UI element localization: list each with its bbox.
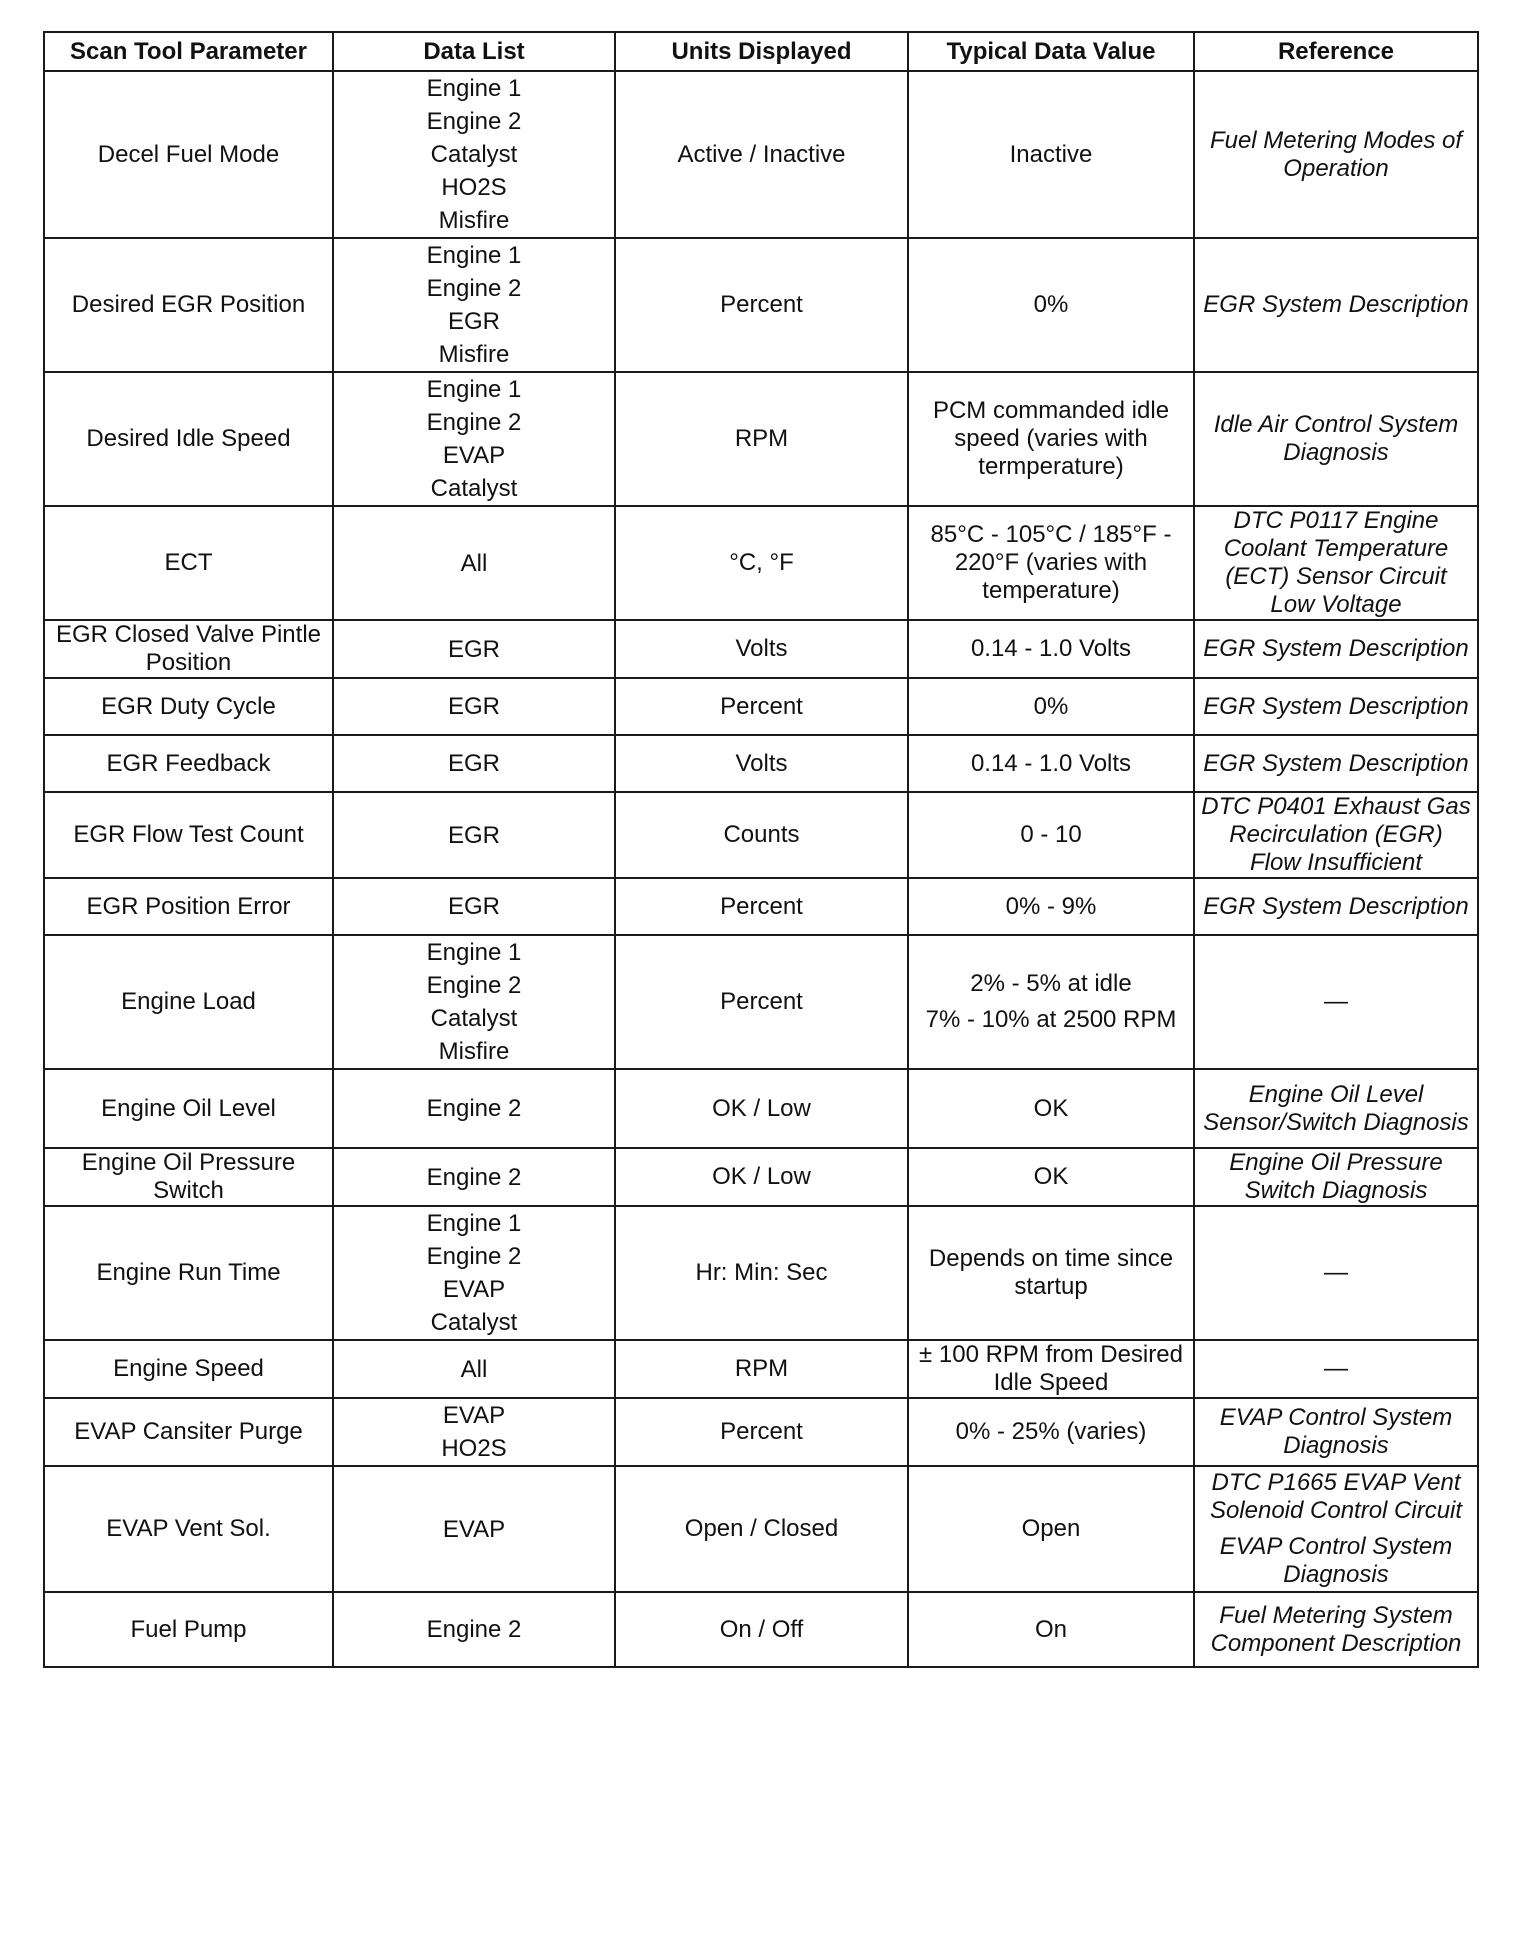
cell-data-list [333, 792, 615, 878]
header-units-displayed: Units Displayed [615, 32, 908, 71]
data-list-item: EVAP [442, 1402, 506, 1429]
table-row [44, 620, 1478, 678]
cell-typical-data-value [908, 238, 1194, 372]
table-row [44, 678, 1478, 735]
table-row [44, 935, 1478, 1069]
table-row [44, 1069, 1478, 1148]
cell-reference [1194, 71, 1478, 238]
cell-units-displayed: Percent [615, 1398, 908, 1466]
cell-data-list [333, 878, 615, 935]
typical-value-text: 0.14 - 1.0 Volts [970, 635, 1132, 662]
data-list-item: Engine 1 [426, 242, 522, 269]
cell-units-displayed: Hr: Min: Sec [615, 1206, 908, 1340]
cell-scan-tool-parameter: Desired EGR Position [44, 238, 333, 372]
cell-scan-tool-parameter: EGR Feedback [44, 735, 333, 792]
reference-text: Engine Oil Level Sensor/Switch Diagnosis [1203, 1080, 1469, 1136]
table-row [44, 1148, 1478, 1206]
data-list-item: All [460, 1355, 488, 1383]
table-row [44, 238, 1478, 372]
cell-reference [1194, 1340, 1478, 1398]
cell-units-displayed: OK / Low [615, 1069, 908, 1148]
reference-text: EGR System Description [1203, 291, 1469, 318]
cell-scan-tool-parameter: EVAP Vent Sol. [44, 1466, 333, 1592]
cell-units-displayed: Percent [615, 878, 908, 935]
cell-data-list [333, 1398, 615, 1466]
cell-data-list [333, 1466, 615, 1592]
table-row [44, 506, 1478, 620]
cell-reference [1194, 735, 1478, 792]
cell-data-list [333, 506, 615, 620]
cell-units-displayed: On / Off [615, 1592, 908, 1667]
data-list-item: Misfire [438, 1038, 510, 1065]
cell-typical-data-value [908, 1069, 1194, 1148]
cell-scan-tool-parameter: Decel Fuel Mode [44, 71, 333, 238]
data-list-item: Engine 2 [426, 1163, 522, 1191]
reference-text: EGR System Description [1203, 635, 1469, 662]
data-list-item: EGR [447, 693, 500, 720]
cell-typical-data-value [908, 1466, 1194, 1592]
typical-value-text: PCM commanded idle speed (varies with termperature) [932, 397, 1170, 480]
data-list-item: EGR [447, 893, 500, 920]
cell-data-list [333, 71, 615, 238]
cell-scan-tool-parameter: Engine Oil Level [44, 1069, 333, 1148]
cell-units-displayed: Percent [615, 678, 908, 735]
cell-reference [1194, 372, 1478, 506]
cell-data-list [333, 620, 615, 678]
reference-text: EGR System Description [1203, 692, 1469, 720]
data-list-item: EVAP [442, 1276, 506, 1303]
typical-value-text: OK [1033, 1094, 1069, 1122]
typical-value-text: OK [1033, 1163, 1069, 1190]
cell-typical-data-value [908, 372, 1194, 506]
reference-text: — [1324, 988, 1348, 1015]
typical-value-text: 0% [1033, 291, 1069, 318]
cell-typical-data-value [908, 1206, 1194, 1340]
reference-text: DTC P0401 Exhaust Gas Recirculation (EGR) Flow Insufficient [1201, 793, 1471, 876]
cell-units-displayed: Volts [615, 620, 908, 678]
cell-scan-tool-parameter: Fuel Pump [44, 1592, 333, 1667]
cell-scan-tool-parameter: Desired Idle Speed [44, 372, 333, 506]
table-row [44, 372, 1478, 506]
reference-text: Idle Air Control System Diagnosis [1213, 411, 1459, 466]
cell-typical-data-value [908, 1340, 1194, 1398]
header-typical-data-value: Typical Data Value [908, 32, 1194, 71]
data-list-item: Engine 2 [426, 1243, 522, 1270]
header-data-list: Data List [333, 32, 615, 71]
data-list-item: Engine 1 [426, 939, 522, 966]
reference-text: — [1324, 1355, 1348, 1382]
cell-scan-tool-parameter: Engine Oil Pressure Switch [44, 1148, 333, 1206]
cell-typical-data-value [908, 1398, 1194, 1466]
data-list-item: Engine 2 [426, 409, 522, 436]
data-list-item: EGR [447, 635, 500, 663]
data-list-item: EVAP [442, 442, 506, 469]
table-header-row [44, 32, 1478, 71]
data-list-item: Engine 2 [426, 275, 522, 302]
table-row [44, 1398, 1478, 1466]
table-row [44, 735, 1478, 792]
cell-reference [1194, 1206, 1478, 1340]
cell-units-displayed: Open / Closed [615, 1466, 908, 1592]
reference-text: Fuel Metering System Component Description [1210, 1601, 1462, 1657]
data-list-item: HO2S [441, 1435, 507, 1462]
cell-scan-tool-parameter: Engine Run Time [44, 1206, 333, 1340]
cell-data-list [333, 678, 615, 735]
header-reference: Reference [1194, 32, 1478, 71]
cell-data-list [333, 238, 615, 372]
cell-typical-data-value [908, 1592, 1194, 1667]
typical-value-text: Inactive [1009, 140, 1093, 168]
typical-value-text: ± 100 RPM from Desired Idle Speed [919, 1341, 1183, 1396]
cell-reference [1194, 878, 1478, 935]
cell-typical-data-value [908, 620, 1194, 678]
table-body [44, 71, 1478, 1667]
cell-data-list [333, 935, 615, 1069]
cell-reference [1194, 1592, 1478, 1667]
reference-text: Engine Oil Pressure Switch Diagnosis [1229, 1149, 1443, 1204]
data-list-item: Engine 2 [426, 1095, 522, 1122]
cell-data-list [333, 1206, 615, 1340]
cell-units-displayed: Percent [615, 238, 908, 372]
cell-scan-tool-parameter: EGR Position Error [44, 878, 333, 935]
cell-data-list [333, 1148, 615, 1206]
cell-data-list [333, 372, 615, 506]
table-row [44, 1340, 1478, 1398]
cell-reference [1194, 238, 1478, 372]
data-list-item: EGR [447, 750, 500, 777]
data-list-item: EVAP [442, 1515, 506, 1543]
cell-typical-data-value [908, 506, 1194, 620]
data-list-item: Engine 1 [426, 75, 522, 102]
table-row [44, 878, 1478, 935]
cell-scan-tool-parameter: EGR Closed Valve Pintle Position [44, 620, 333, 678]
reference-text: EVAP Control System Diagnosis [1219, 1533, 1453, 1588]
data-list-item: HO2S [441, 174, 507, 201]
data-list-item: EGR [447, 821, 500, 849]
typical-value-text: 7% - 10% at 2500 RPM [925, 1006, 1177, 1033]
cell-data-list [333, 735, 615, 792]
typical-value-text: On [1034, 1615, 1067, 1643]
table-row [44, 71, 1478, 238]
table-row [44, 1206, 1478, 1340]
typical-value-text: 85°C - 105°C / 185°F - 220°F (varies with temperature) [930, 521, 1172, 604]
cell-reference [1194, 678, 1478, 735]
cell-units-displayed: Counts [615, 792, 908, 878]
typical-value-text: 0% - 25% (varies) [955, 1418, 1147, 1445]
cell-typical-data-value [908, 935, 1194, 1069]
cell-units-displayed: °C, °F [615, 506, 908, 620]
cell-units-displayed: Percent [615, 935, 908, 1069]
data-list-item: Engine 1 [426, 376, 522, 403]
cell-data-list [333, 1592, 615, 1667]
data-list-item: All [460, 549, 488, 577]
cell-typical-data-value [908, 792, 1194, 878]
reference-text: EVAP Control System Diagnosis [1219, 1404, 1453, 1459]
data-list-item: Engine 2 [426, 972, 522, 999]
cell-units-displayed: Active / Inactive [615, 71, 908, 238]
data-list-item: Catalyst [430, 1309, 518, 1336]
data-list-item: Engine 2 [426, 108, 522, 135]
typical-value-text: Depends on time since startup [928, 1245, 1174, 1300]
cell-scan-tool-parameter: EVAP Cansiter Purge [44, 1398, 333, 1466]
data-list-item: Misfire [438, 341, 510, 368]
cell-reference [1194, 1466, 1478, 1592]
cell-units-displayed: Volts [615, 735, 908, 792]
reference-text: EGR System Description [1203, 892, 1469, 920]
reference-text: DTC P1665 EVAP Vent Solenoid Control Circuit [1209, 1469, 1463, 1524]
cell-typical-data-value [908, 678, 1194, 735]
data-list-item: Catalyst [430, 141, 518, 168]
data-list-item: Misfire [438, 207, 510, 234]
cell-scan-tool-parameter: Engine Speed [44, 1340, 333, 1398]
data-list-item: Engine 2 [426, 1616, 522, 1643]
reference-text: — [1324, 1259, 1348, 1286]
cell-scan-tool-parameter: EGR Flow Test Count [44, 792, 333, 878]
cell-reference [1194, 1148, 1478, 1206]
typical-value-text: 2% - 5% at idle [970, 970, 1132, 997]
typical-value-text: 0% - 9% [1005, 892, 1097, 920]
cell-data-list [333, 1340, 615, 1398]
cell-reference [1194, 935, 1478, 1069]
cell-typical-data-value [908, 71, 1194, 238]
reference-text: DTC P0117 Engine Coolant Temperature (ECT) Sensor Circuit Low Voltage [1223, 507, 1449, 618]
table-row [44, 792, 1478, 878]
cell-typical-data-value [908, 878, 1194, 935]
cell-reference [1194, 506, 1478, 620]
header-scan-tool-parameter: Scan Tool Parameter [44, 32, 333, 71]
typical-value-text: 0 - 10 [1020, 821, 1082, 848]
typical-value-text: 0% [1033, 692, 1069, 720]
typical-value-text: 0.14 - 1.0 Volts [970, 749, 1132, 777]
reference-text: EGR System Description [1203, 749, 1469, 777]
cell-data-list [333, 1069, 615, 1148]
scan-tool-data-table [43, 31, 1479, 1668]
cell-scan-tool-parameter: Engine Load [44, 935, 333, 1069]
cell-reference [1194, 1398, 1478, 1466]
cell-reference [1194, 620, 1478, 678]
cell-scan-tool-parameter: EGR Duty Cycle [44, 678, 333, 735]
reference-text: Fuel Metering Modes of Operation [1209, 126, 1463, 182]
cell-reference [1194, 1069, 1478, 1148]
cell-typical-data-value [908, 735, 1194, 792]
data-list-item: Engine 1 [426, 1210, 522, 1237]
cell-units-displayed: OK / Low [615, 1148, 908, 1206]
data-list-item: Catalyst [430, 1005, 518, 1032]
data-list-item: Catalyst [430, 475, 518, 502]
cell-units-displayed: RPM [615, 372, 908, 506]
table-row [44, 1466, 1478, 1592]
data-list-item: EGR [447, 308, 500, 335]
cell-scan-tool-parameter: ECT [44, 506, 333, 620]
cell-reference [1194, 792, 1478, 878]
cell-units-displayed: RPM [615, 1340, 908, 1398]
cell-typical-data-value [908, 1148, 1194, 1206]
typical-value-text: Open [1021, 1515, 1081, 1542]
table-row [44, 1592, 1478, 1667]
